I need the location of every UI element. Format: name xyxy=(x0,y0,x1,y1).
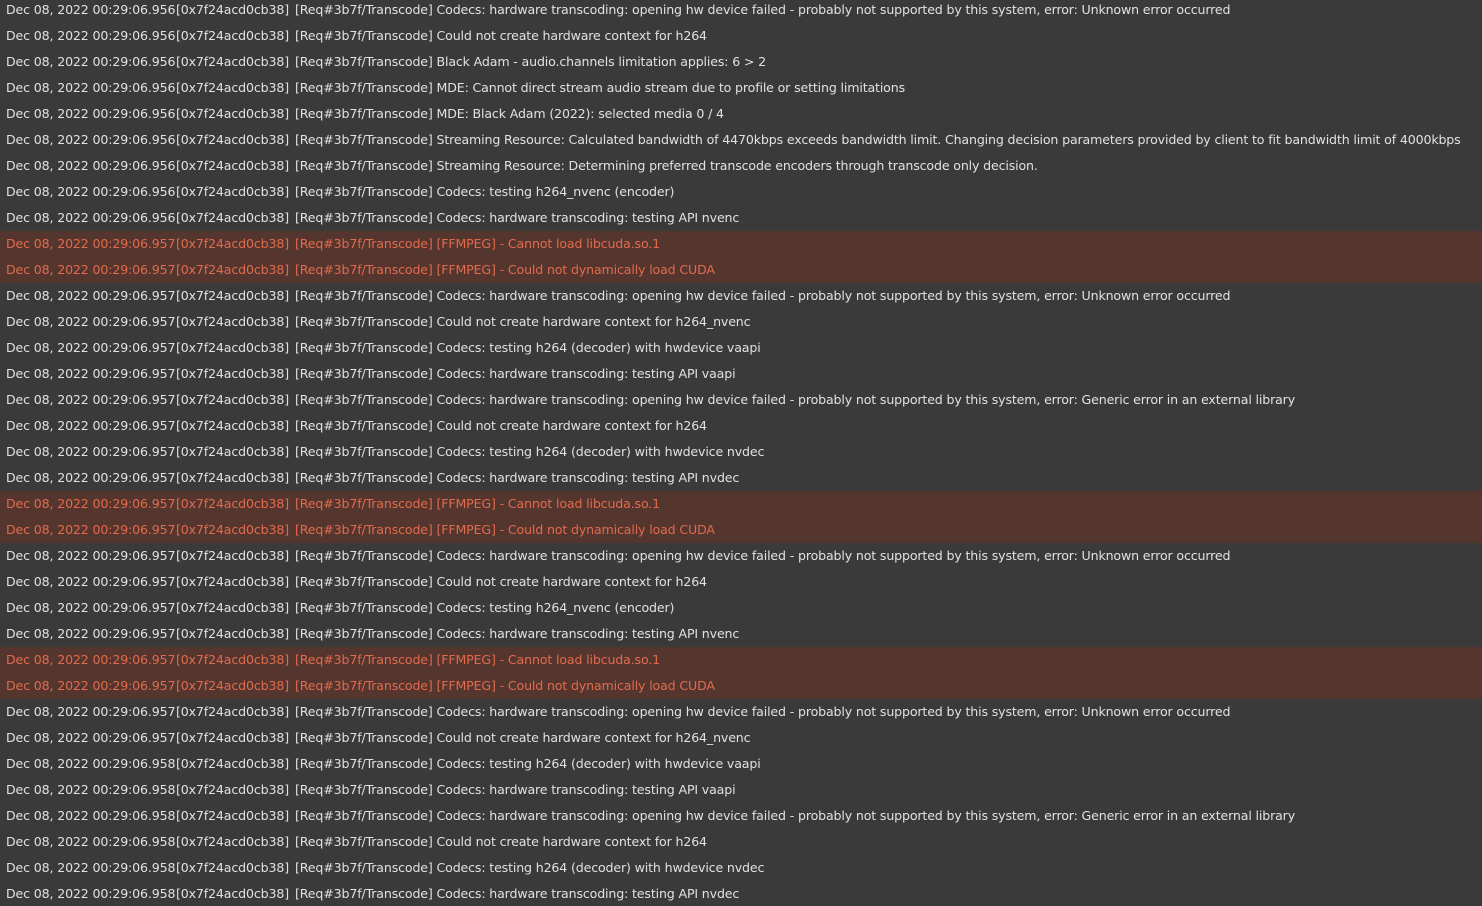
log-timestamp: Dec 08, 2022 00:29:06.957 xyxy=(6,548,176,563)
log-message: [Req#3b7f/Transcode] Codecs: hardware transcoding: testing API vaapi xyxy=(295,366,736,381)
log-message: [Req#3b7f/Transcode] Codecs: hardware transcoding: opening hw device failed - probably not supported by this system, error: Unknown error occurred xyxy=(295,704,1231,719)
log-row[interactable] xyxy=(0,829,1482,855)
log-message: [Req#3b7f/Transcode] [FFMPEG] - Cannot load libcuda.so.1 xyxy=(295,236,661,251)
log-timestamp: Dec 08, 2022 00:29:06.956 xyxy=(6,2,176,17)
log-row[interactable] xyxy=(0,0,1482,23)
log-message: [Req#3b7f/Transcode] [FFMPEG] - Could not dynamically load CUDA xyxy=(295,262,715,277)
log-message: [Req#3b7f/Transcode] Codecs: testing h264 (decoder) with hwdevice vaapi xyxy=(295,756,761,771)
log-message: [Req#3b7f/Transcode] Codecs: testing h264_nvenc (encoder) xyxy=(295,184,675,199)
log-timestamp: Dec 08, 2022 00:29:06.957 xyxy=(6,236,176,251)
log-message: [Req#3b7f/Transcode] Could not create hardware context for h264 xyxy=(295,834,707,849)
log-row[interactable] xyxy=(0,49,1482,75)
log-row[interactable] xyxy=(0,361,1482,387)
log-thread-id: [0x7f24acd0cb38] xyxy=(176,782,289,797)
log-row[interactable] xyxy=(0,179,1482,205)
log-row[interactable] xyxy=(0,387,1482,413)
log-thread-id: [0x7f24acd0cb38] xyxy=(176,548,289,563)
log-row-error[interactable] xyxy=(0,257,1482,283)
log-message: [Req#3b7f/Transcode] Codecs: hardware transcoding: testing API nvenc xyxy=(295,210,740,225)
log-row[interactable] xyxy=(0,803,1482,829)
log-thread-id: [0x7f24acd0cb38] xyxy=(176,288,289,303)
log-thread-id: [0x7f24acd0cb38] xyxy=(176,262,289,277)
log-timestamp: Dec 08, 2022 00:29:06.957 xyxy=(6,340,176,355)
log-row[interactable] xyxy=(0,23,1482,49)
log-thread-id: [0x7f24acd0cb38] xyxy=(176,860,289,875)
log-timestamp: Dec 08, 2022 00:29:06.956 xyxy=(6,184,176,199)
log-message: [Req#3b7f/Transcode] Codecs: hardware transcoding: opening hw device failed - probably not supported by this system, error: Unknown error occurred xyxy=(295,288,1231,303)
log-message: [Req#3b7f/Transcode] Codecs: hardware transcoding: testing API nvenc xyxy=(295,626,740,641)
log-row-error[interactable] xyxy=(0,517,1482,543)
log-timestamp: Dec 08, 2022 00:29:06.957 xyxy=(6,392,176,407)
log-timestamp: Dec 08, 2022 00:29:06.957 xyxy=(6,704,176,719)
log-row-error[interactable] xyxy=(0,491,1482,517)
log-thread-id: [0x7f24acd0cb38] xyxy=(176,574,289,589)
log-row[interactable] xyxy=(0,751,1482,777)
log-thread-id: [0x7f24acd0cb38] xyxy=(176,756,289,771)
log-row[interactable] xyxy=(0,413,1482,439)
log-message: [Req#3b7f/Transcode] Could not create hardware context for h264_nvenc xyxy=(295,730,751,745)
log-timestamp: Dec 08, 2022 00:29:06.958 xyxy=(6,834,176,849)
log-row[interactable] xyxy=(0,439,1482,465)
log-timestamp: Dec 08, 2022 00:29:06.957 xyxy=(6,652,176,667)
log-thread-id: [0x7f24acd0cb38] xyxy=(176,808,289,823)
log-message: [Req#3b7f/Transcode] Could not create hardware context for h264 xyxy=(295,28,707,43)
log-message: [Req#3b7f/Transcode] Streaming Resource: Determining preferred transcode encoders through transcode only decision. xyxy=(295,158,1038,173)
log-timestamp: Dec 08, 2022 00:29:06.956 xyxy=(6,28,176,43)
log-timestamp: Dec 08, 2022 00:29:06.957 xyxy=(6,574,176,589)
log-row[interactable] xyxy=(0,725,1482,751)
log-row[interactable] xyxy=(0,543,1482,569)
log-message: [Req#3b7f/Transcode] Codecs: testing h264 (decoder) with hwdevice nvdec xyxy=(295,444,765,459)
log-thread-id: [0x7f24acd0cb38] xyxy=(176,132,289,147)
log-thread-id: [0x7f24acd0cb38] xyxy=(176,522,289,537)
log-row[interactable] xyxy=(0,335,1482,361)
log-message: [Req#3b7f/Transcode] Codecs: hardware transcoding: testing API nvdec xyxy=(295,886,740,901)
log-timestamp: Dec 08, 2022 00:29:06.957 xyxy=(6,470,176,485)
log-row[interactable] xyxy=(0,569,1482,595)
log-row[interactable] xyxy=(0,309,1482,335)
log-timestamp: Dec 08, 2022 00:29:06.956 xyxy=(6,132,176,147)
log-thread-id: [0x7f24acd0cb38] xyxy=(176,54,289,69)
log-message: [Req#3b7f/Transcode] Codecs: hardware transcoding: opening hw device failed - probably not supported by this system, error: Unknown error occurred xyxy=(295,548,1231,563)
log-thread-id: [0x7f24acd0cb38] xyxy=(176,626,289,641)
log-row[interactable] xyxy=(0,153,1482,179)
log-timestamp: Dec 08, 2022 00:29:06.957 xyxy=(6,678,176,693)
log-message: [Req#3b7f/Transcode] [FFMPEG] - Cannot load libcuda.so.1 xyxy=(295,652,661,667)
log-timestamp: Dec 08, 2022 00:29:06.957 xyxy=(6,730,176,745)
log-message: [Req#3b7f/Transcode] Codecs: hardware transcoding: testing API nvdec xyxy=(295,470,740,485)
log-thread-id: [0x7f24acd0cb38] xyxy=(176,496,289,511)
log-timestamp: Dec 08, 2022 00:29:06.956 xyxy=(6,210,176,225)
log-row-error[interactable] xyxy=(0,673,1482,699)
log-message: [Req#3b7f/Transcode] Streaming Resource: Calculated bandwidth of 4470kbps exceeds bandwidth limit. Changing decision parameters provided by client to fit bandwidth limit of 4000kbps xyxy=(295,132,1461,147)
log-timestamp: Dec 08, 2022 00:29:06.957 xyxy=(6,626,176,641)
log-message: [Req#3b7f/Transcode] MDE: Black Adam (2022): selected media 0 / 4 xyxy=(295,106,724,121)
log-timestamp: Dec 08, 2022 00:29:06.957 xyxy=(6,418,176,433)
log-timestamp: Dec 08, 2022 00:29:06.957 xyxy=(6,496,176,511)
log-timestamp: Dec 08, 2022 00:29:06.957 xyxy=(6,522,176,537)
log-thread-id: [0x7f24acd0cb38] xyxy=(176,678,289,693)
log-thread-id: [0x7f24acd0cb38] xyxy=(176,652,289,667)
log-message: [Req#3b7f/Transcode] Codecs: hardware transcoding: opening hw device failed - probably not supported by this system, error: Unknown error occurred xyxy=(295,2,1231,17)
log-message: [Req#3b7f/Transcode] Codecs: testing h264 (decoder) with hwdevice vaapi xyxy=(295,340,761,355)
log-thread-id: [0x7f24acd0cb38] xyxy=(176,340,289,355)
log-message: [Req#3b7f/Transcode] Codecs: hardware transcoding: testing API vaapi xyxy=(295,782,736,797)
log-row[interactable] xyxy=(0,75,1482,101)
log-timestamp: Dec 08, 2022 00:29:06.957 xyxy=(6,600,176,615)
log-message: [Req#3b7f/Transcode] Could not create hardware context for h264_nvenc xyxy=(295,314,751,329)
log-timestamp: Dec 08, 2022 00:29:06.957 xyxy=(6,262,176,277)
log-thread-id: [0x7f24acd0cb38] xyxy=(176,444,289,459)
log-thread-id: [0x7f24acd0cb38] xyxy=(176,314,289,329)
log-message: [Req#3b7f/Transcode] Could not create hardware context for h264 xyxy=(295,574,707,589)
log-message: [Req#3b7f/Transcode] Codecs: testing h264 (decoder) with hwdevice nvdec xyxy=(295,860,765,875)
log-thread-id: [0x7f24acd0cb38] xyxy=(176,2,289,17)
log-timestamp: Dec 08, 2022 00:29:06.957 xyxy=(6,288,176,303)
log-thread-id: [0x7f24acd0cb38] xyxy=(176,392,289,407)
log-thread-id: [0x7f24acd0cb38] xyxy=(176,704,289,719)
log-message: [Req#3b7f/Transcode] [FFMPEG] - Cannot load libcuda.so.1 xyxy=(295,496,661,511)
log-message: [Req#3b7f/Transcode] Codecs: hardware transcoding: opening hw device failed - probably not supported by this system, error: Generic error in an external library xyxy=(295,392,1295,407)
log-message: [Req#3b7f/Transcode] [FFMPEG] - Could not dynamically load CUDA xyxy=(295,678,715,693)
log-timestamp: Dec 08, 2022 00:29:06.957 xyxy=(6,444,176,459)
log-row[interactable] xyxy=(0,283,1482,309)
log-row-error[interactable] xyxy=(0,647,1482,673)
log-thread-id: [0x7f24acd0cb38] xyxy=(176,236,289,251)
log-thread-id: [0x7f24acd0cb38] xyxy=(176,158,289,173)
log-thread-id: [0x7f24acd0cb38] xyxy=(176,834,289,849)
log-thread-id: [0x7f24acd0cb38] xyxy=(176,600,289,615)
log-thread-id: [0x7f24acd0cb38] xyxy=(176,886,289,901)
log-message: [Req#3b7f/Transcode] Black Adam - audio.channels limitation applies: 6 > 2 xyxy=(295,54,767,69)
log-timestamp: Dec 08, 2022 00:29:06.958 xyxy=(6,886,176,901)
log-row[interactable] xyxy=(0,855,1482,881)
log-timestamp: Dec 08, 2022 00:29:06.956 xyxy=(6,158,176,173)
log-thread-id: [0x7f24acd0cb38] xyxy=(176,184,289,199)
log-row[interactable] xyxy=(0,205,1482,231)
log-timestamp: Dec 08, 2022 00:29:06.958 xyxy=(6,756,176,771)
log-row[interactable] xyxy=(0,881,1482,906)
log-timestamp: Dec 08, 2022 00:29:06.956 xyxy=(6,54,176,69)
log-row[interactable] xyxy=(0,465,1482,491)
log-timestamp: Dec 08, 2022 00:29:06.958 xyxy=(6,860,176,875)
log-timestamp: Dec 08, 2022 00:29:06.957 xyxy=(6,366,176,381)
log-row[interactable] xyxy=(0,595,1482,621)
log-timestamp: Dec 08, 2022 00:29:06.956 xyxy=(6,106,176,121)
log-row[interactable] xyxy=(0,621,1482,647)
log-row[interactable] xyxy=(0,101,1482,127)
log-thread-id: [0x7f24acd0cb38] xyxy=(176,106,289,121)
log-row-error[interactable] xyxy=(0,231,1482,257)
log-message: [Req#3b7f/Transcode] Codecs: testing h264_nvenc (encoder) xyxy=(295,600,675,615)
log-row[interactable] xyxy=(0,699,1482,725)
log-thread-id: [0x7f24acd0cb38] xyxy=(176,28,289,43)
log-timestamp: Dec 08, 2022 00:29:06.958 xyxy=(6,808,176,823)
log-thread-id: [0x7f24acd0cb38] xyxy=(176,418,289,433)
log-row[interactable] xyxy=(0,777,1482,803)
log-timestamp: Dec 08, 2022 00:29:06.956 xyxy=(6,80,176,95)
log-message: [Req#3b7f/Transcode] [FFMPEG] - Could not dynamically load CUDA xyxy=(295,522,715,537)
log-thread-id: [0x7f24acd0cb38] xyxy=(176,210,289,225)
log-row[interactable] xyxy=(0,127,1482,153)
log-message: [Req#3b7f/Transcode] MDE: Cannot direct stream audio stream due to profile or setting limitations xyxy=(295,80,905,95)
log-timestamp: Dec 08, 2022 00:29:06.957 xyxy=(6,314,176,329)
log-message: [Req#3b7f/Transcode] Could not create hardware context for h264 xyxy=(295,418,707,433)
log-thread-id: [0x7f24acd0cb38] xyxy=(176,366,289,381)
log-thread-id: [0x7f24acd0cb38] xyxy=(176,730,289,745)
log-timestamp: Dec 08, 2022 00:29:06.958 xyxy=(6,782,176,797)
log-thread-id: [0x7f24acd0cb38] xyxy=(176,470,289,485)
log-message: [Req#3b7f/Transcode] Codecs: hardware transcoding: opening hw device failed - probably not supported by this system, error: Generic error in an external library xyxy=(295,808,1295,823)
log-thread-id: [0x7f24acd0cb38] xyxy=(176,80,289,95)
